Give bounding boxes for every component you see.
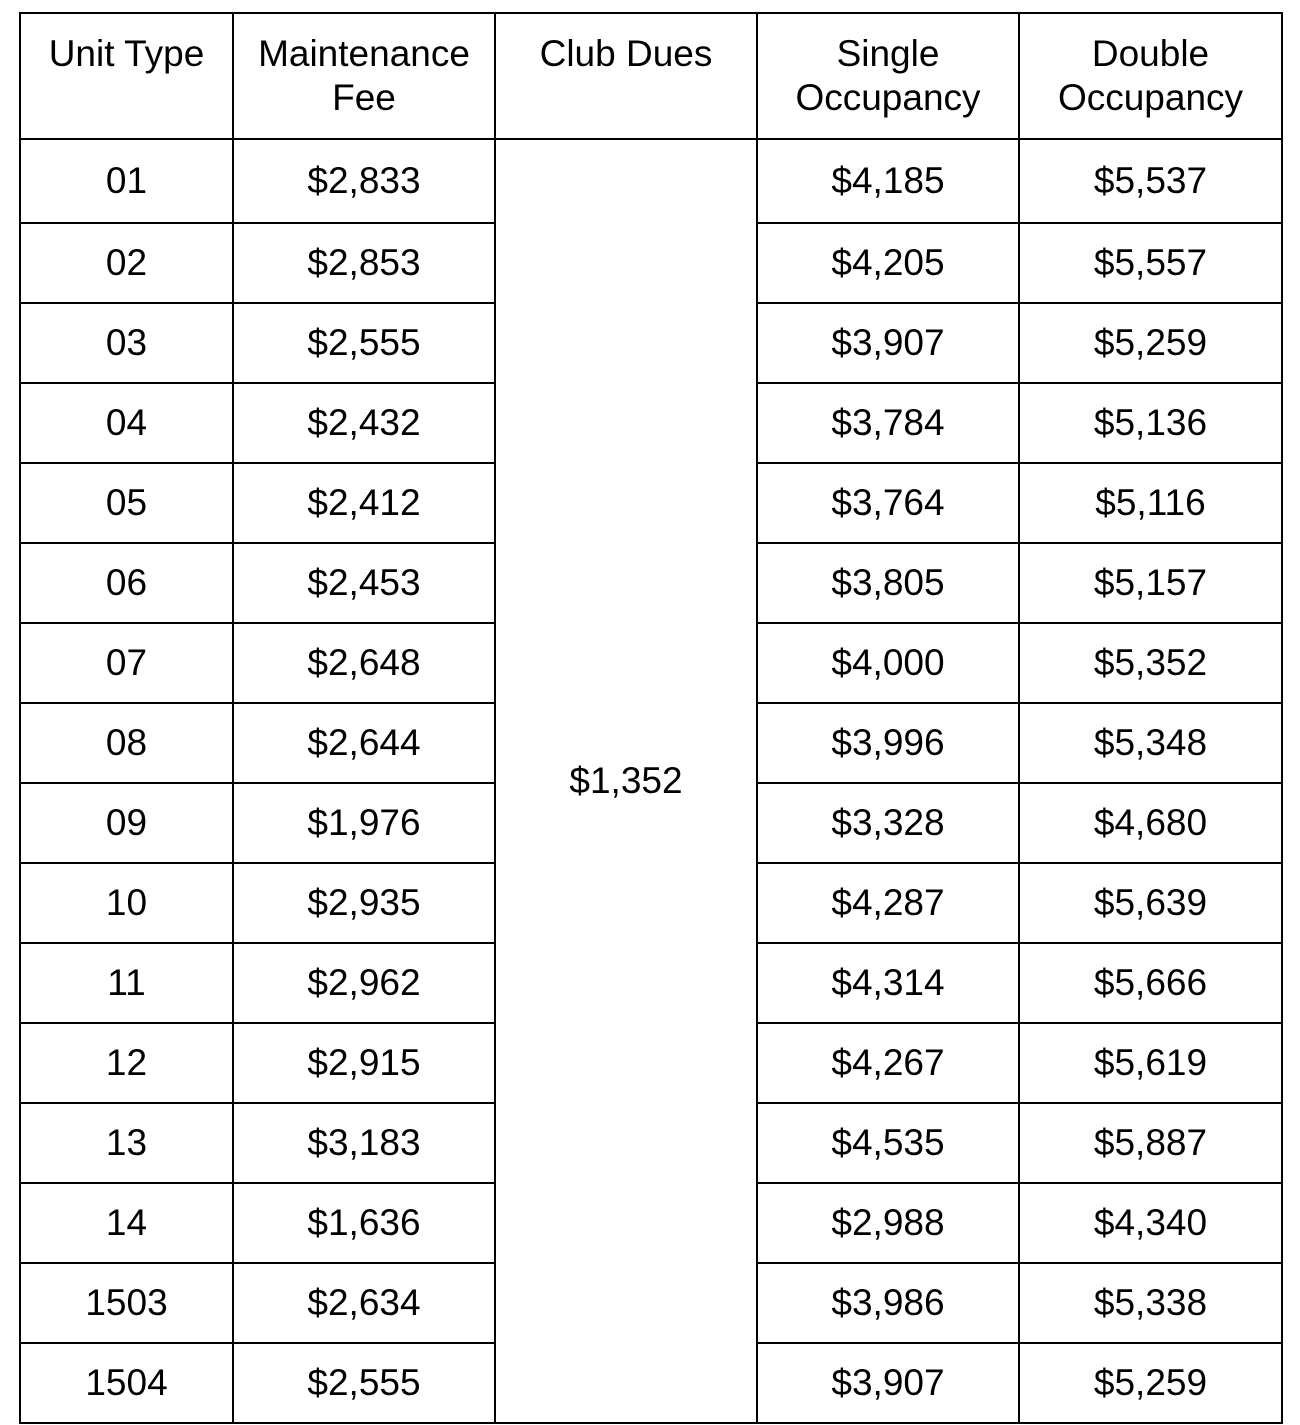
unit-type-cell: 03	[20, 303, 233, 383]
unit-type-cell: 1503	[20, 1263, 233, 1343]
unit-type-cell: 10	[20, 863, 233, 943]
double-occupancy-cell: $5,116	[1019, 463, 1282, 543]
header-maintenance-fee-line2: Fee	[332, 77, 396, 118]
unit-type-cell: 04	[20, 383, 233, 463]
header-maintenance-fee	[233, 13, 495, 139]
maintenance-fee-cell: $2,555	[233, 303, 495, 383]
double-occupancy-cell: $5,348	[1019, 703, 1282, 783]
double-occupancy-cell: $5,259	[1019, 1343, 1282, 1423]
unit-type-cell: 09	[20, 783, 233, 863]
single-occupancy-cell: $3,986	[757, 1263, 1019, 1343]
club-dues-cell: $1,352	[495, 139, 757, 1423]
double-occupancy-cell: $5,639	[1019, 863, 1282, 943]
maintenance-fee-cell: $2,935	[233, 863, 495, 943]
double-occupancy-cell: $5,557	[1019, 223, 1282, 303]
unit-type-cell: 06	[20, 543, 233, 623]
single-occupancy-cell: $3,784	[757, 383, 1019, 463]
double-occupancy-cell: $5,619	[1019, 1023, 1282, 1103]
single-occupancy-cell: $4,205	[757, 223, 1019, 303]
table-header	[20, 13, 1282, 139]
single-occupancy-cell: $4,185	[757, 139, 1019, 223]
maintenance-fee-cell: $1,976	[233, 783, 495, 863]
double-occupancy-cell: $5,136	[1019, 383, 1282, 463]
maintenance-fee-cell: $2,648	[233, 623, 495, 703]
double-occupancy-cell: $5,259	[1019, 303, 1282, 383]
maintenance-fee-cell: $2,634	[233, 1263, 495, 1343]
table-row	[20, 139, 1282, 223]
fee-table	[19, 12, 1283, 1424]
table-body	[20, 139, 1282, 1423]
unit-type-cell: 05	[20, 463, 233, 543]
unit-type-cell: 07	[20, 623, 233, 703]
single-occupancy-cell: $3,764	[757, 463, 1019, 543]
header-unit-type	[20, 13, 233, 139]
header-single-line2: Occupancy	[795, 77, 981, 118]
unit-type-cell: 02	[20, 223, 233, 303]
unit-type-cell: 11	[20, 943, 233, 1023]
double-occupancy-cell: $4,680	[1019, 783, 1282, 863]
header-double-line1: Double	[1091, 33, 1210, 74]
header-double-line2: Occupancy	[1057, 77, 1244, 118]
single-occupancy-cell: $4,287	[757, 863, 1019, 943]
single-occupancy-cell: $3,328	[757, 783, 1019, 863]
unit-type-cell: 13	[20, 1103, 233, 1183]
header-row	[20, 13, 1282, 139]
single-occupancy-cell: $3,907	[757, 303, 1019, 383]
maintenance-fee-cell: $2,962	[233, 943, 495, 1023]
double-occupancy-cell: $5,887	[1019, 1103, 1282, 1183]
maintenance-fee-cell: $3,183	[233, 1103, 495, 1183]
maintenance-fee-cell: $2,453	[233, 543, 495, 623]
header-single-line1: Single	[836, 33, 940, 74]
single-occupancy-cell: $3,907	[757, 1343, 1019, 1423]
maintenance-fee-cell: $2,555	[233, 1343, 495, 1423]
double-occupancy-cell: $4,340	[1019, 1183, 1282, 1263]
header-club-dues-label: Club Dues	[539, 33, 713, 74]
single-occupancy-cell: $4,314	[757, 943, 1019, 1023]
maintenance-fee-cell: $2,412	[233, 463, 495, 543]
maintenance-fee-cell: $2,853	[233, 223, 495, 303]
single-occupancy-cell: $2,988	[757, 1183, 1019, 1263]
single-occupancy-cell: $4,267	[757, 1023, 1019, 1103]
single-occupancy-cell: $3,805	[757, 543, 1019, 623]
double-occupancy-cell: $5,352	[1019, 623, 1282, 703]
double-occupancy-cell: $5,338	[1019, 1263, 1282, 1343]
header-double-occupancy	[1019, 13, 1282, 139]
double-occupancy-cell: $5,666	[1019, 943, 1282, 1023]
double-occupancy-cell: $5,537	[1019, 139, 1282, 223]
maintenance-fee-cell: $2,915	[233, 1023, 495, 1103]
double-occupancy-cell: $5,157	[1019, 543, 1282, 623]
unit-type-cell: 14	[20, 1183, 233, 1263]
unit-type-cell: 01	[20, 139, 233, 223]
single-occupancy-cell: $4,000	[757, 623, 1019, 703]
maintenance-fee-cell: $1,636	[233, 1183, 495, 1263]
single-occupancy-cell: $4,535	[757, 1103, 1019, 1183]
maintenance-fee-cell: $2,833	[233, 139, 495, 223]
header-maintenance-fee-line1: Maintenance	[258, 33, 470, 74]
unit-type-cell: 1504	[20, 1343, 233, 1423]
header-club-dues	[495, 13, 757, 139]
header-unit-type-label: Unit Type	[48, 33, 205, 74]
unit-type-cell: 12	[20, 1023, 233, 1103]
maintenance-fee-cell: $2,432	[233, 383, 495, 463]
maintenance-fee-cell: $2,644	[233, 703, 495, 783]
single-occupancy-cell: $3,996	[757, 703, 1019, 783]
unit-type-cell: 08	[20, 703, 233, 783]
header-single-occupancy	[757, 13, 1019, 139]
